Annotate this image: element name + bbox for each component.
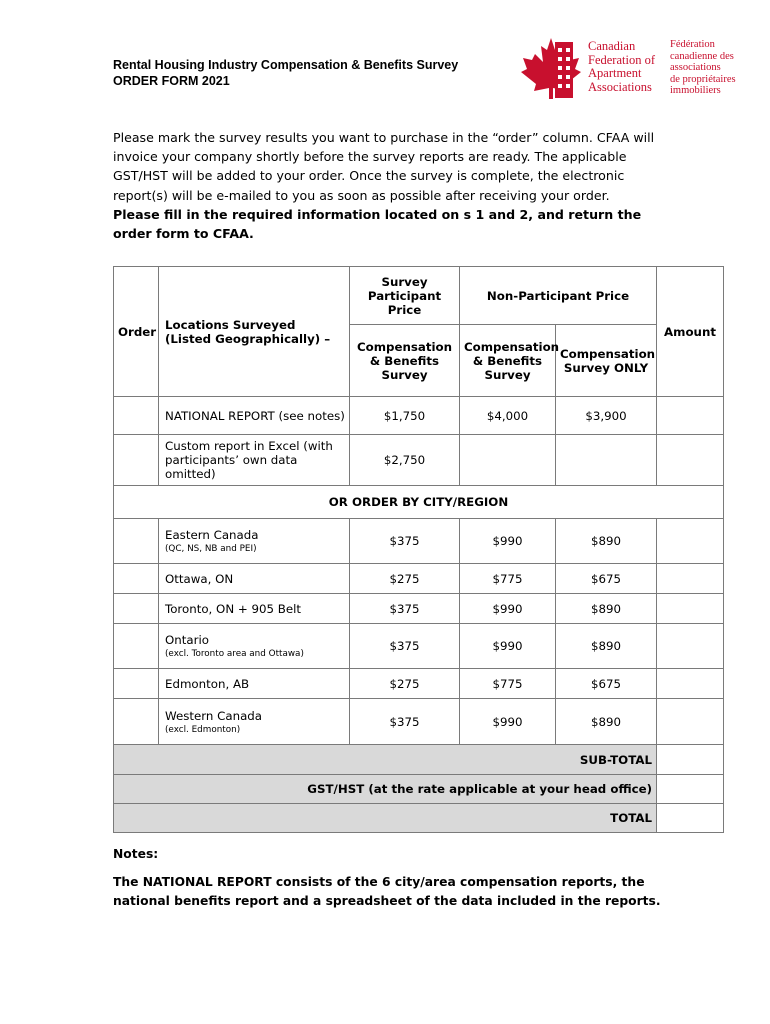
location-name: NATIONAL REPORT (see notes) [159,397,350,435]
cfaa-logo [520,36,740,106]
amount-cell[interactable] [657,397,724,435]
order-checkbox-cell[interactable] [114,519,159,564]
participant-price: $375 [350,519,460,564]
np-comp-only-price: $890 [556,624,657,669]
order-checkbox-cell[interactable] [114,699,159,745]
amount-column-header: Amount [657,267,724,397]
amount-cell[interactable] [657,699,724,745]
total-label: TOTAL [114,804,657,833]
np-comp-only-price: $890 [556,594,657,624]
logo-text-fr: Fédération canadienne des associations de propriétaires immobiliers [670,39,736,96]
participant-price: $275 [350,669,460,699]
np-comp-benefits-header: Compensation & Benefits Survey [460,325,556,397]
order-checkbox-cell[interactable] [114,397,159,435]
notes-text: The NATIONAL REPORT consists of the 6 city/area compensation reports, the national benefits report and a spreadsheet of the data included in the reports. [113,875,661,908]
table-row [114,594,724,624]
notes-title: Notes: [113,847,159,861]
order-checkbox-cell[interactable] [114,435,159,486]
amount-cell[interactable] [657,669,724,699]
national-report-row [114,397,724,435]
tax-label: GST/HST (at the rate applicable at your head office) [114,775,657,804]
np-comp-only-price: $3,900 [556,397,657,435]
table-row [114,564,724,594]
order-checkbox-cell[interactable] [114,669,159,699]
amount-cell[interactable] [657,594,724,624]
logo-text-en: Canadian Federation of Apartment Associations [588,39,655,94]
participant-comp-benefits-header: Compensation & Benefits Survey [350,325,460,397]
table-row [114,699,724,745]
locations-column-header: Locations Surveyed (Listed Geographically) – [159,267,350,397]
subtotal-label: SUB-TOTAL [114,745,657,775]
subtotal-amount-cell[interactable] [657,745,724,775]
tax-amount-cell[interactable] [657,775,724,804]
region-section-header: OR ORDER BY CITY/REGION [114,486,724,519]
order-column-header: Order [114,267,159,397]
location-note: (QC, NS, NB and PEI) [165,544,257,554]
np-comp-benefits-price: $990 [460,519,556,564]
np-comp-only-price: $675 [556,564,657,594]
notes-section [113,845,683,911]
participant-price: $375 [350,624,460,669]
order-table [113,266,724,833]
participant-price: $2,750 [350,435,460,486]
location-note: (excl. Edmonton) [165,724,241,735]
custom-report-row [114,435,724,486]
order-checkbox-cell[interactable] [114,624,159,669]
np-comp-benefits-price: $4,000 [460,397,556,435]
np-comp-benefits-price: $990 [460,594,556,624]
np-comp-only-price: $890 [556,519,657,564]
location-name: Ottawa, ON [159,564,350,594]
location-name: Toronto, ON + 905 Belt [159,594,350,624]
amount-cell[interactable] [657,624,724,669]
participant-price: $275 [350,564,460,594]
intro-paragraph [113,128,658,243]
np-comp-benefits-price: $775 [460,669,556,699]
location-name: Custom report in Excel (with participants’ own data omitted) [159,435,350,486]
total-amount-cell[interactable] [657,804,724,833]
maple-leaf-building-icon [520,36,582,100]
location-name: Ontario [165,633,209,647]
table-row [114,624,724,669]
amount-cell[interactable] [657,435,724,486]
nonparticipant-price-header: Non-Participant Price [460,267,657,325]
location-name: Edmonton, AB [159,669,350,699]
intro-bold-text: Please fill in the required information located on s 1 and 2, and return the order form to CFAA. [113,206,642,242]
table-row [114,519,724,564]
survey-title: Rental Housing Industry Compensation & Benefits Survey [113,58,459,72]
np-comp-benefits-price: $990 [460,624,556,669]
location-note: (excl. Toronto area and Ottawa) [165,649,304,659]
order-checkbox-cell[interactable] [114,594,159,624]
form-header [113,57,458,89]
location-name: Eastern Canada [165,528,259,542]
np-comp-benefits-price: $990 [460,699,556,745]
amount-cell[interactable] [657,564,724,594]
amount-cell[interactable] [657,519,724,564]
np-comp-only-header: Compensation Survey ONLY [556,325,657,397]
intro-text: Please mark the survey results you want to purchase in the “order” column. CFAA will invoice your company shortly before the survey reports are ready. The applicable GST/HST will be added to your order. Once the survey is complete, the electronic report(s) will be e-mailed to you as soon as possible after receiving your order. [113,130,655,203]
np-comp-only-price: $675 [556,669,657,699]
location-name: Western Canada [165,708,263,723]
participant-price: $1,750 [350,397,460,435]
np-comp-benefits-price: $775 [460,564,556,594]
participant-price: $375 [350,699,460,745]
np-comp-only-price: $890 [556,699,657,745]
order-checkbox-cell[interactable] [114,564,159,594]
form-title: ORDER FORM 2021 [113,74,230,88]
table-row [114,669,724,699]
participant-price: $375 [350,594,460,624]
participant-price-header: Survey Participant Price [350,267,460,325]
